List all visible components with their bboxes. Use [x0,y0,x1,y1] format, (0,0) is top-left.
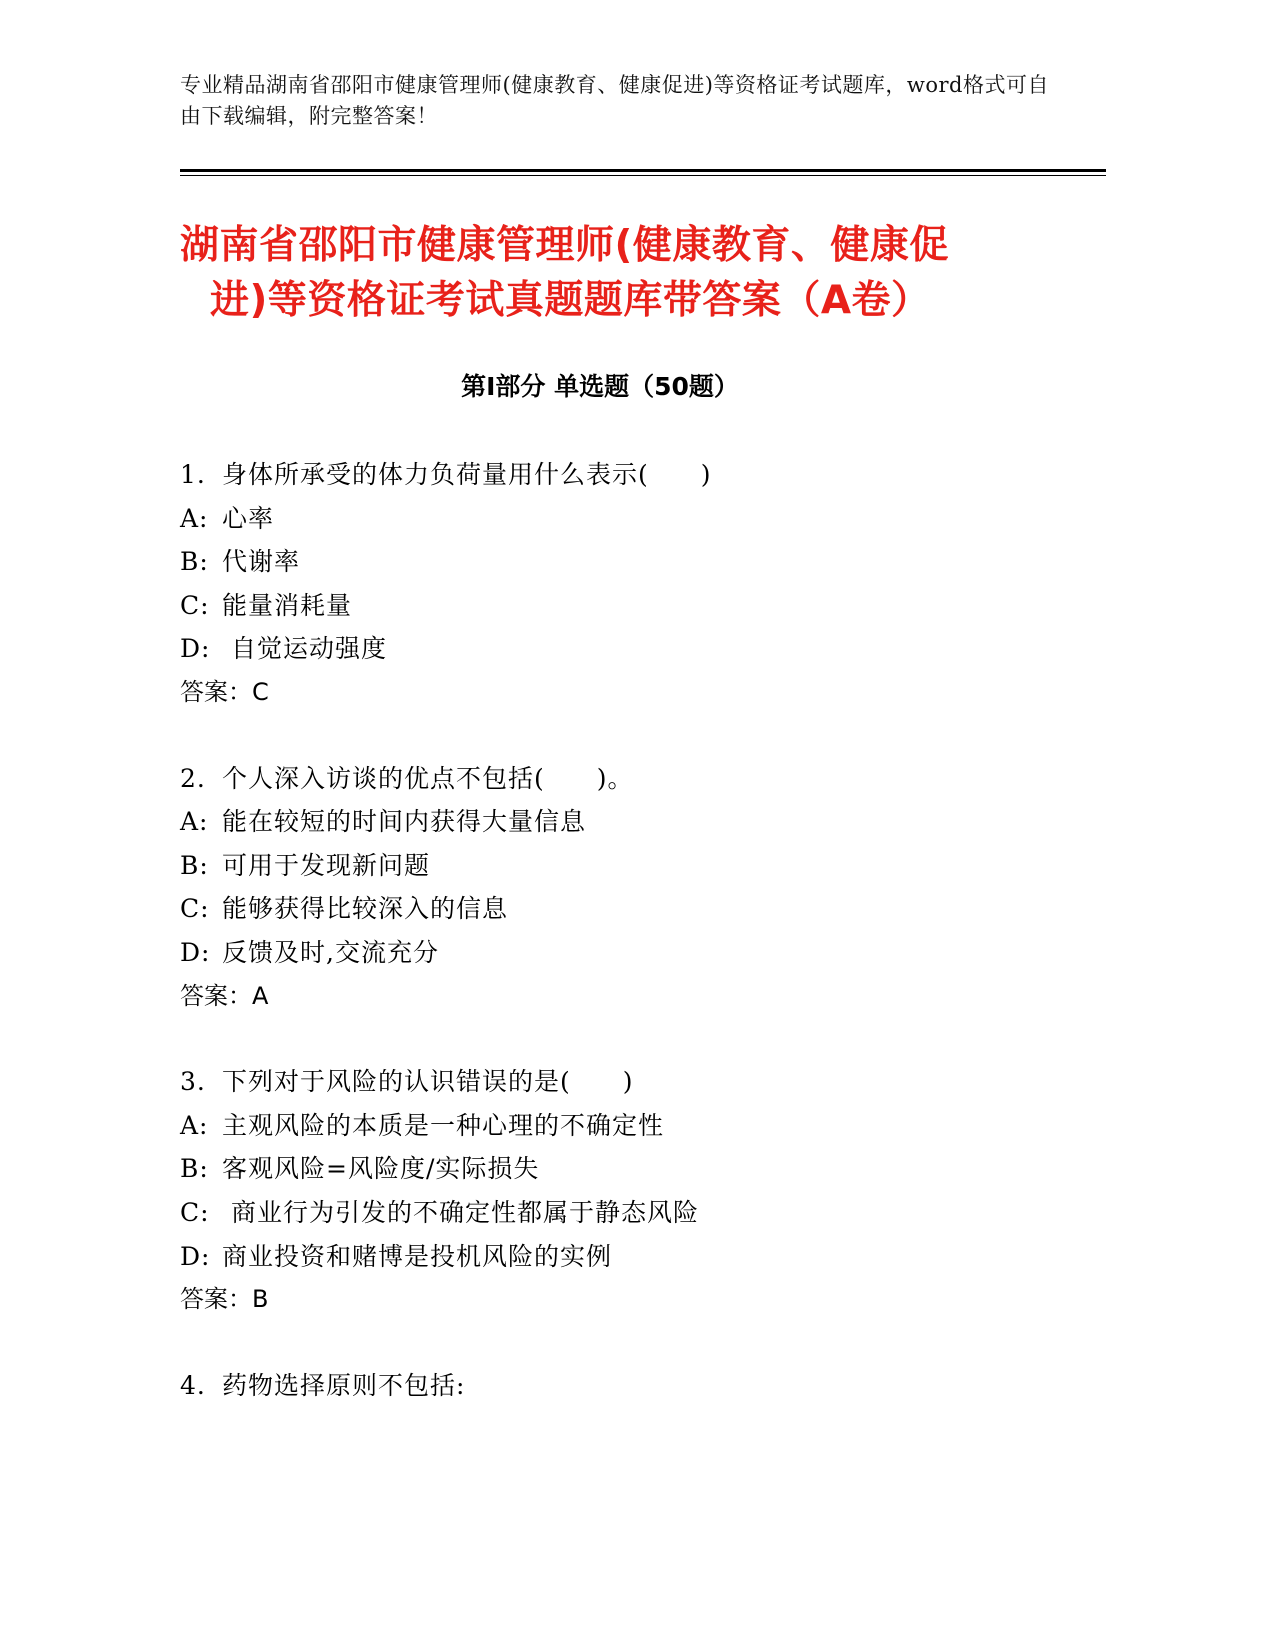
question-list [180,453,1080,1449]
answer-option [180,931,1080,975]
option-text: 代谢率 [222,547,301,577]
option-text: 能够获得比较深入的信息 [222,894,509,924]
question-stem [180,757,1080,801]
answer-option [180,1235,1080,1279]
question-block [180,453,1080,715]
question-number: 3. [180,1067,206,1097]
question-block [180,1364,1080,1408]
question-number: 4. [180,1370,206,1400]
option-text: 反馈及时,交流充分 [222,937,439,967]
option-key: A: [180,503,209,533]
option-key: B: [180,547,209,577]
option-key: C: [180,1197,210,1227]
option-key: B: [180,1154,209,1184]
answer-option [180,584,1080,628]
option-key: A: [180,807,209,837]
option-key: B: [180,850,209,880]
option-key: D: [180,634,211,664]
answer-value: B [252,1285,269,1314]
option-key: C: [180,590,210,620]
answer-option [180,627,1080,671]
header-note: 专业精品湖南省邵阳市健康管理师(健康教育、健康促进)等资格证考试题库，word格式可自由下载编辑，附完整答案！ [180,73,1049,128]
option-text: 自觉运动强度 [222,634,387,664]
option-text: 客观风险=风险度/实际损失 [222,1154,540,1184]
answer-option [180,497,1080,541]
answer-value: C [252,677,269,706]
answer-option [180,540,1080,584]
section-title: 第Ⅰ部分 单选题（50题） [461,372,739,401]
answer-line [180,671,1080,715]
answer-value: A [252,981,269,1010]
option-text: 能量消耗量 [222,590,353,620]
question-block [180,1060,1080,1322]
answer-label: 答案： [180,1285,252,1314]
answer-option [180,1191,1080,1235]
answer-label: 答案： [180,677,252,706]
answer-option [180,800,1080,844]
answer-line [180,975,1080,1019]
option-key: D: [180,937,211,967]
question-text: 药物选择原则不包括: [222,1370,466,1400]
answer-option [180,1104,1080,1148]
question-text: 身体所承受的体力负荷量用什么表示( ) [222,460,712,489]
question-stem [180,1060,1080,1104]
header-rule-thick [180,169,1106,172]
document-title [180,218,1060,328]
question-text: 个人深入访谈的优点不包括( )。 [222,763,634,793]
option-text: 心率 [222,503,275,533]
option-key: A: [180,1110,209,1140]
option-text: 商业行为引发的不确定性都属于静态风险 [222,1197,699,1227]
header-rule-thin [180,175,1106,176]
answer-line [180,1278,1080,1322]
question-text: 下列对于风险的认识错误的是( ) [222,1067,634,1097]
answer-label: 答案： [180,981,252,1010]
title-line-2: 进)等资格证考试真题题库带答案（A卷） [210,278,931,323]
option-key: C: [180,894,210,924]
question-stem [180,1364,1080,1408]
option-text: 可用于发现新问题 [222,850,431,880]
option-text: 主观风险的本质是一种心理的不确定性 [222,1110,665,1140]
title-line-1: 湖南省邵阳市健康管理师(健康教育、健康促 [180,223,949,268]
answer-option [180,887,1080,931]
option-text: 商业投资和赌博是投机风险的实例 [222,1241,613,1271]
answer-option [180,1147,1080,1191]
option-key: D: [180,1241,211,1271]
question-block [180,757,1080,1019]
option-text: 能在较短的时间内获得大量信息 [222,807,587,837]
question-stem [180,453,1080,497]
answer-option [180,844,1080,888]
question-number: 1. [180,460,206,489]
question-number: 2. [180,763,206,793]
